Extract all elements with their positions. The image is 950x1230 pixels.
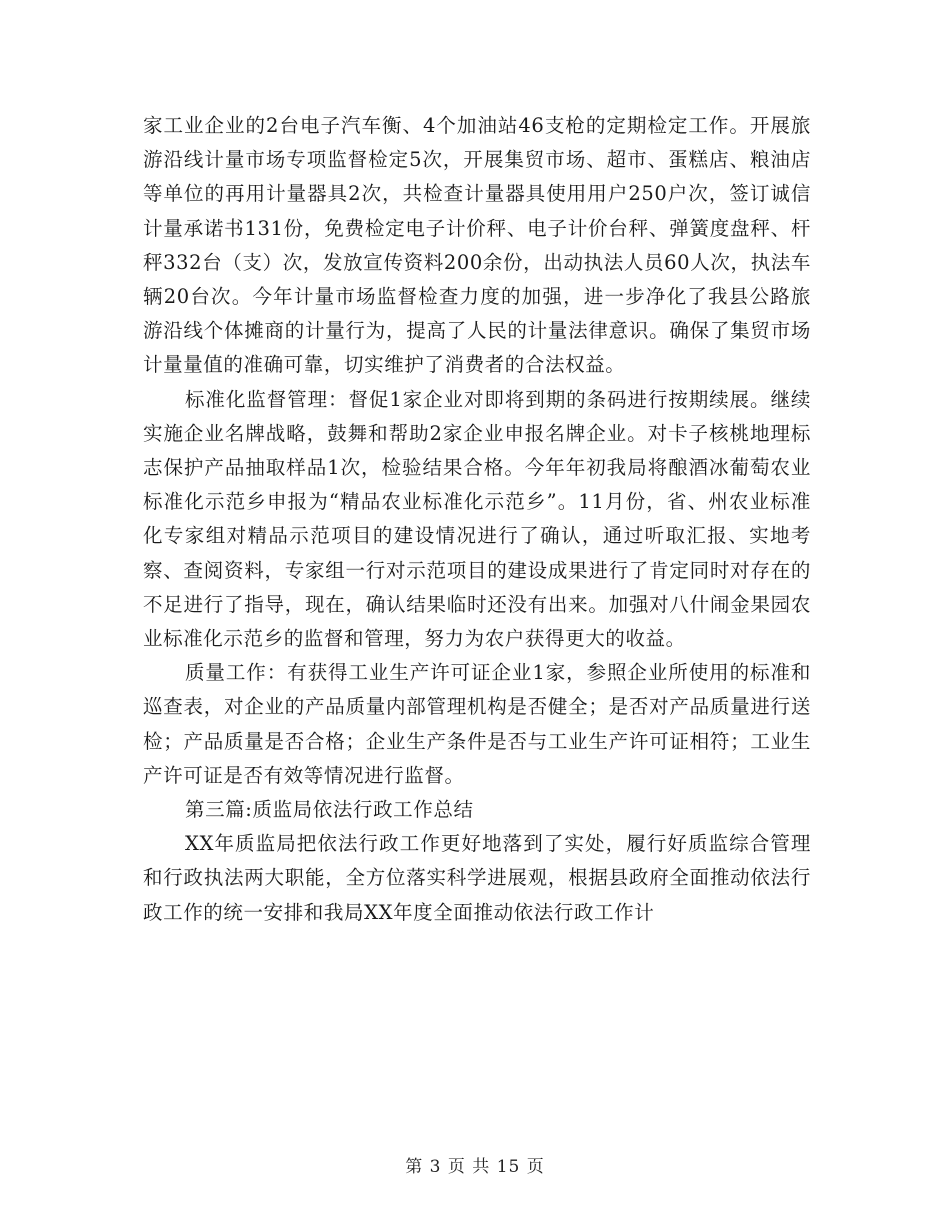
- paragraph-standardization: 标准化监督管理：督促1家企业对即将到期的条码进行按期续展。继续实施企业名牌战略，鼓舞和帮助2家企业申报名牌企业。对卡子核桃地理标志保护产品抽取样品1次，检验结果合格。今年年初我局将酿酒冰葡萄农业标准化示范乡申报为“精品农业标准化示范乡”。11月份，省、州农业标准化专家组对精品示范项目的建设情况进行了确认，通过听取汇报、实地考察、查阅资料，专家组一行对示范项目的建设成果进行了肯定同时对存在的不足进行了指导，现在，确认结果临时还没有出来。加强对八什闹金果园农业标准化示范乡的监督和管理，努力为农户获得更大的收益。: [143, 387, 811, 651]
- page-number-footer: 第 3 页 共 15 页: [405, 1157, 545, 1177]
- paragraph-metrology: 家工业企业的2台电子汽车衡、4个加油站46支枪的定期检定工作。开展旅游沿线计量市场专项监督检定5次，开展集贸市场、超市、蛋糕店、粮油店等单位的再用计量器具2次，共检查计量器具使用用户250户次，签订诚信计量承诺书131份，免费检定电子计价秤、电子计价台秤、弹簧度盘秤、杆秤332台（支）次，发放宣传资料200余份，出动执法人员60人次，执法车辆20台次。今年计量市场监督检查力度的加强，进一步净化了我县公路旅游沿线个体摊商的计量行为，提高了人民的计量法律意识。确保了集贸市场计量量值的准确可靠，切实维护了消费者的合法权益。: [143, 114, 811, 377]
- document-page: [143, 109, 811, 930]
- section-heading: 第三篇:质监局依法行政工作总结: [185, 798, 474, 822]
- paragraph-quality: 质量工作：有获得工业生产许可证企业1家，参照企业所使用的标准和巡查表，对企业的产品质量内部管理机构是否健全；是否对产品质量进行送检；产品质量是否合格；企业生产条件是否与工业生产许可证相符；工业生产许可证是否有效等情况进行监督。: [143, 661, 811, 787]
- paragraph-closing: XX年质监局把依法行政工作更好地落到了实处，履行好质监综合管理和行政执法两大职能，全方位落实科学进展观，根据县政府全面推动依法行政工作的统一安排和我局XX年度全面推动依法行政工作计: [143, 832, 811, 924]
